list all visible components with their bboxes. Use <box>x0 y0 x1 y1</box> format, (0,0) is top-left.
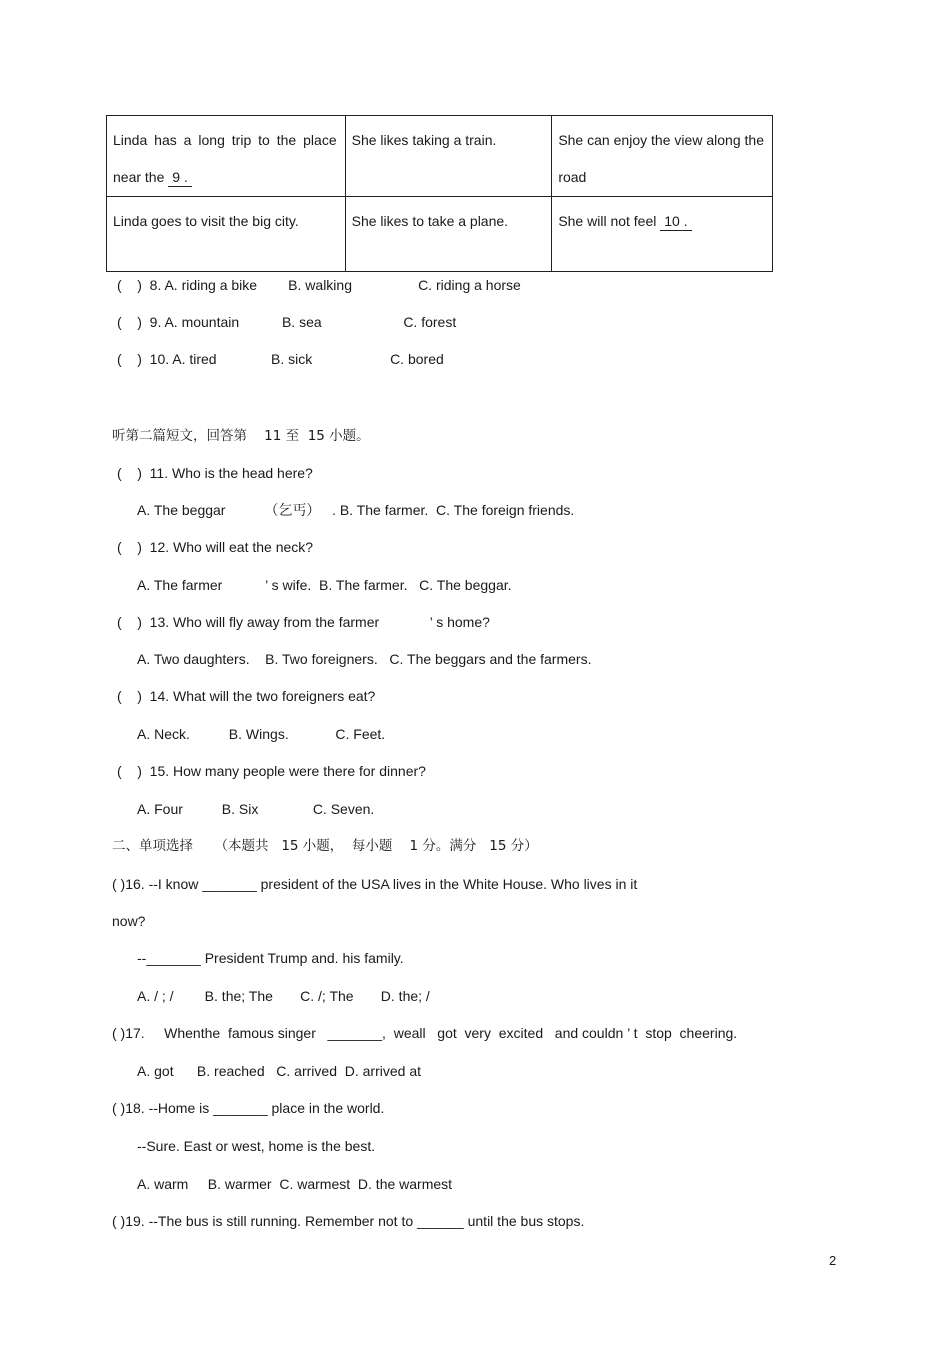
table-cell <box>552 197 773 272</box>
options-15: A. Four B. Six C. Seven. <box>137 801 375 817</box>
options-17: A. got B. reached C. arrived D. arrived at <box>137 1063 422 1079</box>
options-13: A. Two daughters. B. Two foreigners. C. The beggars and the farmers. <box>137 651 592 667</box>
info-table <box>106 115 773 272</box>
question-10: ( ) 10. A. tired B. sick C. bored <box>117 351 444 367</box>
question-16-reply: --_______ President Trump and. his family. <box>137 950 404 966</box>
question-18-reply: --Sure. East or west, home is the best. <box>137 1138 376 1154</box>
question-9: ( ) 9. A. mountain B. sea C. forest <box>117 314 457 330</box>
page-number: 2 <box>829 1253 837 1268</box>
section-heading-listening-2: 听第二篇短文，回答第 11 至 15 小题。 <box>112 428 370 444</box>
table-cell: She likes to take a plane. <box>345 197 552 272</box>
blank-9: 9 . <box>168 168 192 187</box>
table-row <box>107 197 773 272</box>
question-17: ( )17. Whenthe famous singer _______, weall got very excited and couldn ’ t stop cheering. <box>112 1025 738 1041</box>
question-16-continued: now? <box>112 913 146 929</box>
section-heading-single-choice: 二、单项选择 （本题共 15 小题， 每小题 1 分。满分 15 分） <box>112 838 538 854</box>
table-cell: She likes taking a train. <box>345 116 552 197</box>
question-13: ( ) 13. Who will fly away from the farmer ’ s home? <box>117 614 490 630</box>
cell-text: Linda has a long trip to the place near the <box>113 132 337 185</box>
question-14: ( ) 14. What will the two foreigners eat? <box>117 688 376 704</box>
question-18: ( )18. --Home is _______ place in the world. <box>112 1100 385 1116</box>
table-cell <box>107 116 346 197</box>
cell-text: She will not feel <box>558 213 661 229</box>
table-cell: She can enjoy the view along the road <box>552 116 773 197</box>
question-8: ( ) 8. A. riding a bike B. walking C. riding a horse <box>117 277 521 293</box>
options-14: A. Neck. B. Wings. C. Feet. <box>137 726 386 742</box>
question-11: ( ) 11. Who is the head here? <box>117 465 313 481</box>
options-18: A. warm B. warmer C. warmest D. the warmest <box>137 1176 453 1192</box>
options-12: A. The farmer ’ s wife. B. The farmer. C. The beggar. <box>137 577 512 593</box>
table-row <box>107 116 773 197</box>
question-16: ( )16. --I know _______ president of the USA lives in the White House. Who lives in it <box>112 876 638 892</box>
table-cell: Linda goes to visit the big city. <box>107 197 346 272</box>
question-12: ( ) 12. Who will eat the neck? <box>117 539 314 555</box>
question-15: ( ) 15. How many people were there for dinner? <box>117 763 426 779</box>
options-11: A. The beggar （乞丐） . B. The farmer. C. The foreign friends. <box>137 502 575 518</box>
options-16: A. / ; / B. the; The C. /; The D. the; / <box>137 988 430 1004</box>
blank-10: 10 . <box>660 212 691 231</box>
question-19: ( )19. --The bus is still running. Remember not to ______ until the bus stops. <box>112 1213 585 1229</box>
